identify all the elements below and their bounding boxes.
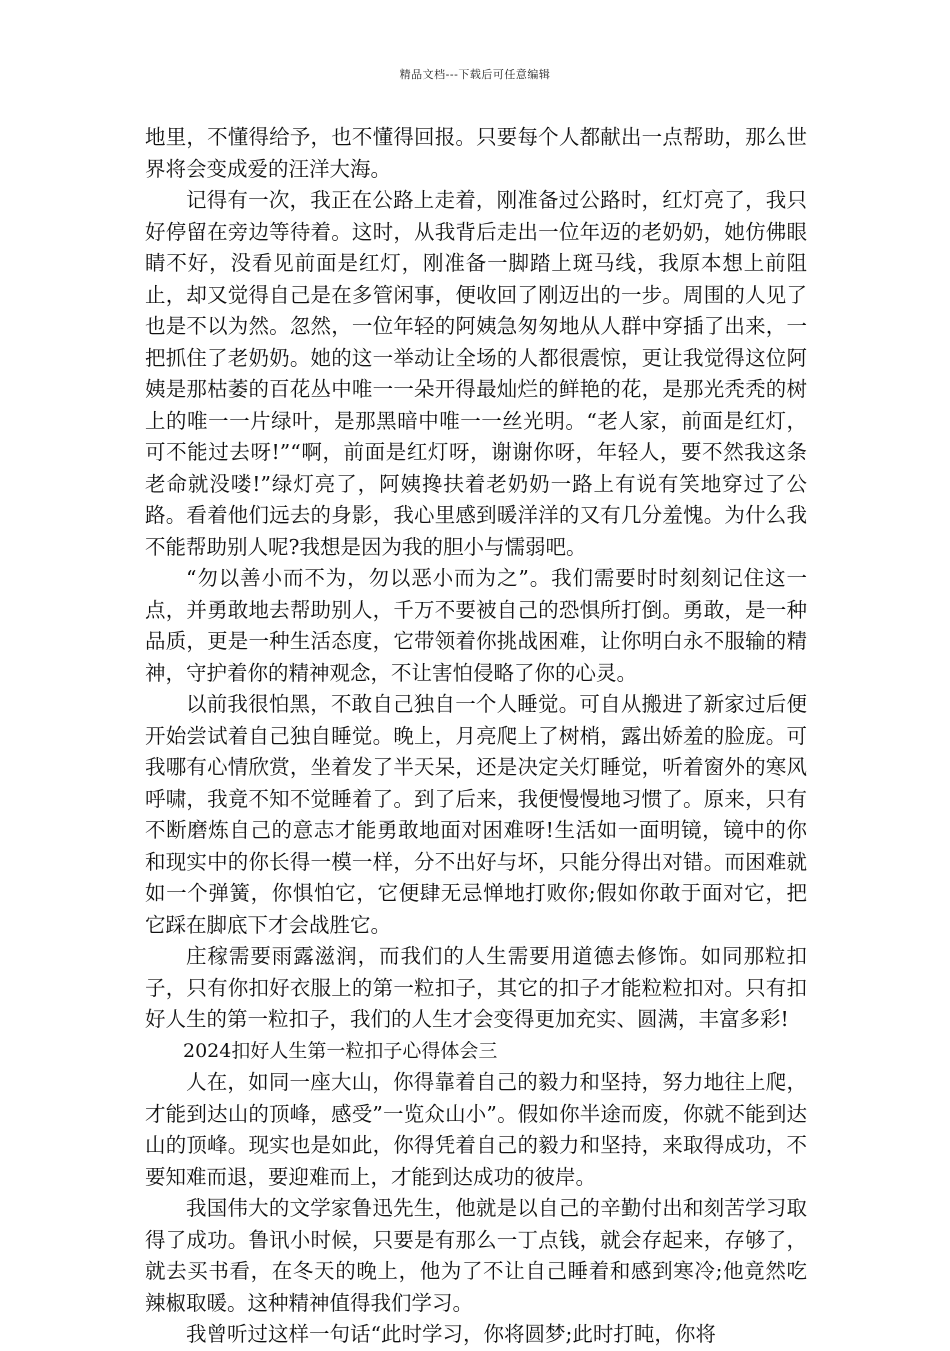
paragraph-2: 记得有一次，我正在公路上走着，刚准备过公路时，红灯亮了，我只好停留在旁边等待着。这时，从我背后走出一位年迈的老奶奶，她仿佛眼睛不好，没看见前面是红灯，刚准备一脚踏上斑马线，我原本想上前阻止，却又觉得自己是在多管闲事，便收回了刚迈出的一步。周围的人见了也是不以为然。忽然，一位年轻的阿姨急匆匆地从人群中穿插了出来，一把抓住了老奶奶。她的这一举动让全场的人都很震惊，更让我觉得这位阿姨是那枯萎的百花丛中唯一一朵开得最灿烂的鲜艳的花，是那光秃秃的树上的唯一一片绿叶，是那黑暗中唯一一丝光明。“老人家，前面是红灯，可不能过去呀!”“啊，前面是红灯呀，谢谢你呀，年轻人，要不然我这条老命就没喽!”绿灯亮了，阿姨搀扶着老奶奶一路上有说有笑地穿过了公路。看着他们远去的身影，我心里感到暖洋洋的又有几分羞愧。为什么我不能帮助别人呢?我想是因为我的胆小与懦弱吧。 — [145, 188, 807, 559]
paragraph-3: “勿以善小而不为，勿以恶小而为之”。我们需要时时刻刻记住这一点，并勇敢地去帮助别人，千万不要被自己的恐惧所打倒。勇敢，是一种品质，更是一种生活态度，它带领着你挑战困难，让你明白永不服输的精神，守护着你的精神观念，不让害怕侵略了你的心灵。 — [145, 566, 807, 685]
page-header: 精品文档---下载后可任意编辑 — [399, 68, 551, 81]
paragraph-6: 人在，如同一座大山，你得靠着自己的毅力和坚持，努力地往上爬，才能到达山的顶峰，感受”一览众山小”。假如你半途而废，你就不能到达山的顶峰。现实也是如此，你得凭着自己的毅力和坚持，来取得成功，不要知难而退，要迎难而上，才能到达成功的彼岸。 — [145, 1070, 807, 1189]
paragraph-4: 以前我很怕黑，不敢自己独自一个人睡觉。可自从搬进了新家过后便开始尝试着自己独自睡觉。晚上，月亮爬上了树梢，露出娇羞的脸庞。可我哪有心情欣赏，坐着发了半天呆，还是决定关灯睡觉，听着窗外的寒风呼啸，我竟不知不觉睡着了。到了后来，我便慢慢地习惯了。原来，只有不断磨炼自己的意志才能勇敢地面对困难呀!生活如一面明镜，镜中的你和现实中的你长得一模一样，分不出好与坏，只能分得出对错。而困难就如一个弹簧，你惧怕它，它便肆无忌惮地打败你;假如你敢于面对它，把它踩在脚底下才会战胜它。 — [145, 692, 807, 937]
paragraph-7: 我国伟大的文学家鲁迅先生，他就是以自己的辛勤付出和刻苦学习取得了成功。鲁讯小时候，只要是有那么一丁点钱，就会存起来，存够了，就去买书看，在冬天的晚上，他为了不让自己睡着和感到寒冷;他竟然吃辣椒取暖。这种精神值得我们学习。 — [145, 1196, 807, 1315]
paragraph-8: 我曾听过这样一句话“此时学习，你将圆梦;此时打盹，你将 — [186, 1322, 716, 1346]
document-body — [145, 122, 807, 1351]
paragraph-5: 庄稼需要雨露滋润，而我们的人生需要用道德去修饰。如同那粒扣子，只有你扣好衣服上的第一粒扣子，其它的扣子才能粒粒扣对。只有扣好人生的第一粒扣子，我们的人生才会变得更加充实、圆满，丰富多彩! — [145, 944, 807, 1031]
section-title: 2024扣好人生第一粒扣子心得体会三 — [183, 1039, 498, 1062]
paragraph-1: 地里，不懂得给予，也不懂得回报。只要每个人都献出一点帮助，那么世界将会变成爱的汪洋大海。 — [145, 125, 807, 181]
